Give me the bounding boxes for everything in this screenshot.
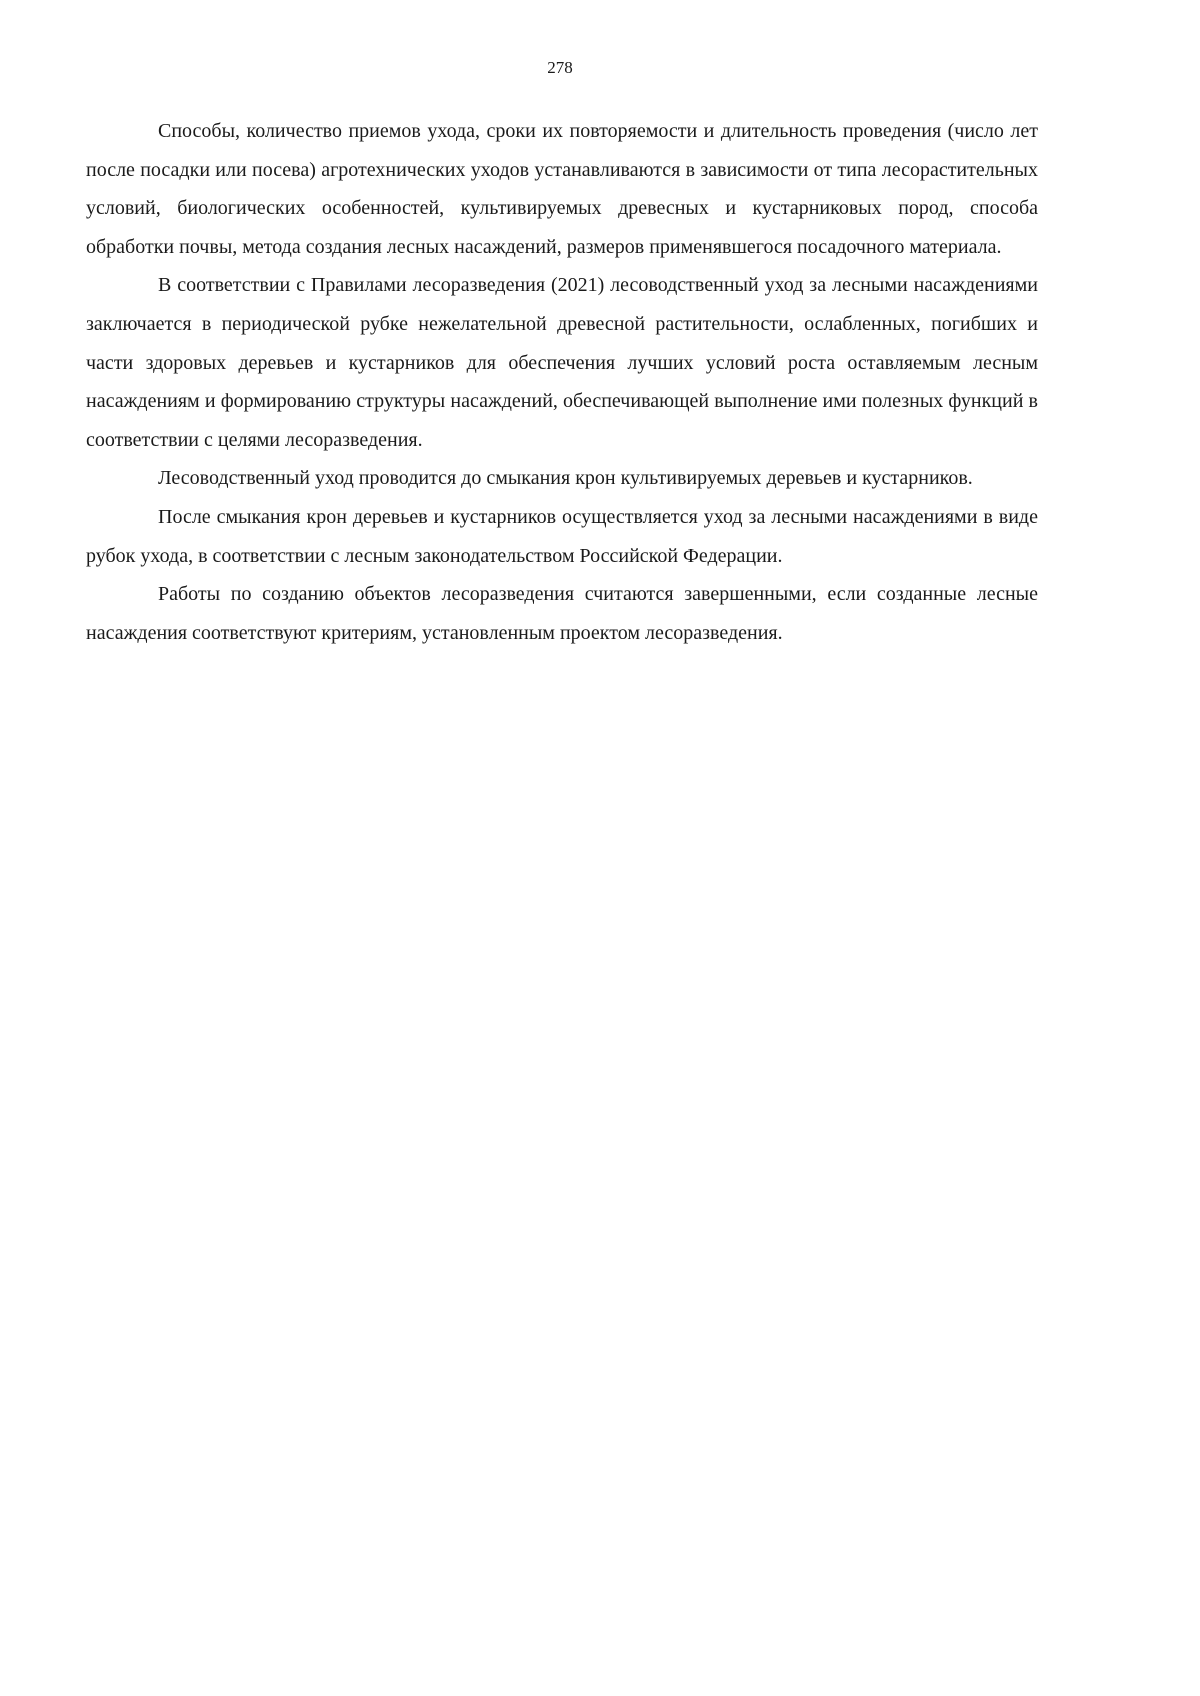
paragraph-care-methods: Способы, количество приемов ухода, сроки их повторяемости и длительность проведения (число лет после посадки или посева) агротехнических уходов устанавливаются в зависимости от типа лесорастительных условий, биологических особенностей, культивируемых древесных и кустарниковых пород, способа обработки почвы, метода создания лесных насаждений, размеров применявшегося посадочного материала. <box>86 120 1038 258</box>
page-number: 278 <box>547 58 573 77</box>
document-body <box>86 112 1038 652</box>
paragraph-silvicultural-care-rules: В соответствии с Правилами лесоразведения (2021) лесоводственный уход за лесными насаждениями заключается в периодической рубке нежелательной древесной растительности, ослабленных, погибших и части здоровых деревьев и кустарников для обеспечения лучших условий роста оставляемым лесным насаждениям и формированию структуры насаждений, обеспечивающей выполнение ими полезных функций в соответствии с целями лесоразведения. <box>86 274 1038 451</box>
paragraph-thinning-after-closure: После смыкания крон деревьев и кустарников осуществляется уход за лесными насаждениями в виде рубок ухода, в соответствии с лесным законодательством Российской Федерации. <box>86 505 1038 567</box>
paragraph-completion-criteria: Работы по созданию объектов лесоразведения считаются завершенными, если созданные лесные насаждения соответствуют критериям, установленным проектом лесоразведения. <box>86 583 1038 644</box>
paragraph-care-duration: Лесоводственный уход проводится до смыкания крон культивируемых деревьев и кустарников. <box>158 467 973 490</box>
